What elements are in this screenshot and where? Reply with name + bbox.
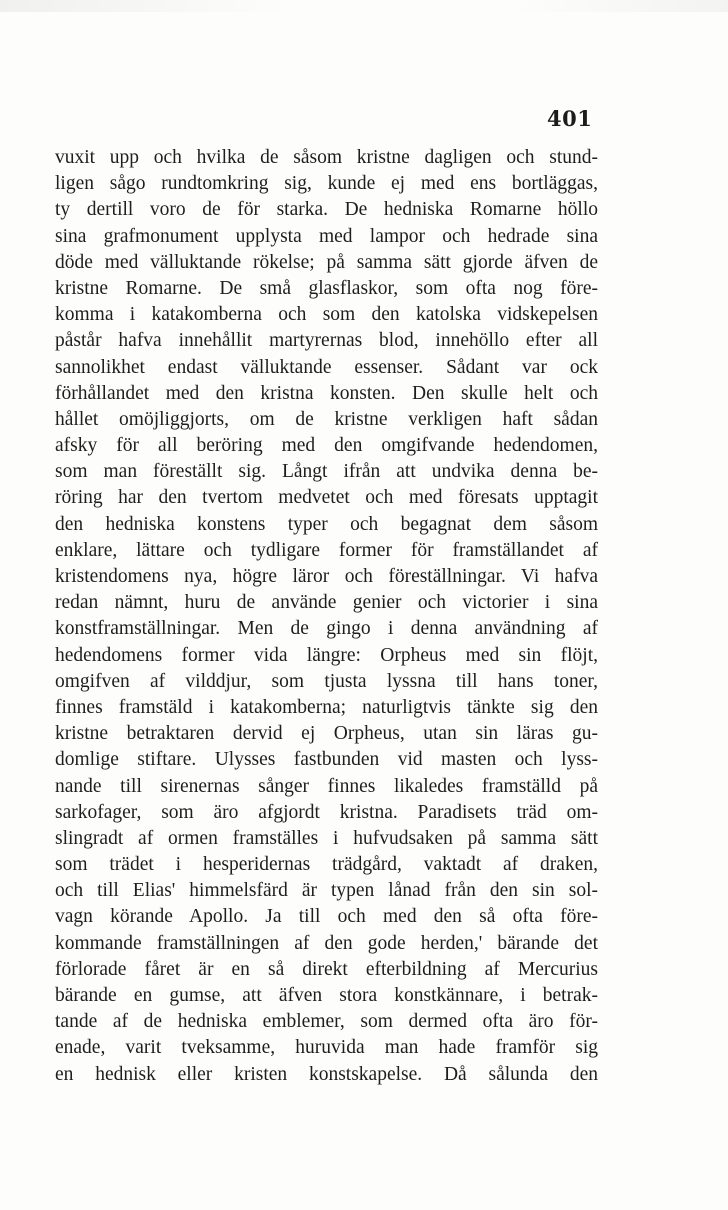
body-text: [55, 145, 598, 1088]
text-line: hållet omöjliggjorts, om de kristne verkligen haft sådan: [55, 408, 598, 430]
text-line: nande till sirenernas sånger finnes likaledes framställd på: [55, 775, 598, 797]
page-number: 401: [547, 106, 593, 131]
text-line: bärande en gumse, att äfven stora konstkännare, i betrak-: [55, 985, 598, 1006]
text-line: redan nämnt, huru de använde genier och victorier i sina: [55, 592, 598, 614]
text-line: sina grafmonument upplysta med lampor och hedrade sina: [55, 225, 598, 247]
text-line: finnes framstäld i katakomberna; naturligtvis tänkte sig den: [55, 696, 598, 718]
text-line: vagn körande Apollo. Ja till och med den så ofta före-: [55, 906, 598, 928]
text-line: ligen sågo rundtomkring sig, kunde ej med ens bortläggas,: [55, 173, 598, 195]
text-line: enade, varit tveksamme, huruvida man hade framför sig: [55, 1037, 598, 1059]
text-line: konstframställningar. Men de gingo i denna användning af: [55, 618, 598, 640]
text-line: en hednisk eller kristen konstskapelse. Då sålunda den: [55, 1063, 598, 1085]
text-line: afsky för all beröring med den omgifvande hedendomen,: [55, 435, 598, 457]
text-line: hedendomens former vida längre: Orpheus med sin flöjt,: [55, 644, 598, 666]
text-line: komma i katakomberna och som den katolska vidskepelsen: [55, 304, 598, 326]
text-line: kommande framställningen af den gode herden,' bärande det: [55, 932, 598, 954]
text-line: förhållandet med den kristna konsten. Den skulle helt och: [55, 382, 598, 404]
text-line: och till Elias' himmelsfärd är typen lånad från den sin sol-: [55, 880, 598, 902]
text-line: döde med välluktande rökelse; på samma sätt gjorde äfven de: [55, 251, 598, 273]
text-line: tande af de hedniska emblemer, som dermed ofta äro för-: [55, 1011, 598, 1033]
text-line: kristne Romarne. De små glasflaskor, som ofta nog före-: [55, 277, 598, 299]
text-line: omgifven af vilddjur, som tjusta lyssna till hans toner,: [55, 670, 598, 692]
text-line: enklare, lättare och tydligare former för framställandet af: [55, 539, 598, 561]
text-line: röring har den tvertom medvetet och med föresats upptagit: [55, 487, 598, 509]
text-line: vuxit upp och hvilka de såsom kristne dagligen och stund-: [55, 147, 598, 168]
text-line: domlige stiftare. Ulysses fastbunden vid masten och lyss-: [55, 749, 598, 771]
text-line: som man föreställt sig. Långt ifrån att undvika denna be-: [55, 461, 598, 483]
scan-edge-shadow: [0, 0, 728, 12]
text-line: förlorade fåret är en så direkt efterbildning af Mercurius: [55, 958, 598, 980]
text-line: sarkofager, som äro afgjordt kristna. Paradisets träd om-: [55, 801, 598, 823]
text-line: sannolikhet endast välluktande essenser. Sådant var ock: [55, 356, 598, 378]
text-line: kristne betraktaren dervid ej Orpheus, utan sin läras gu-: [55, 723, 598, 745]
text-line: påstår hafva innehållit martyrernas blod, innehöllo efter all: [55, 330, 598, 352]
text-line: den hedniska konstens typer och begagnat dem såsom: [55, 513, 598, 535]
text-line: kristendomens nya, högre läror och föreställningar. Vi hafva: [55, 566, 598, 587]
text-line: som trädet i hesperidernas trädgård, vaktadt af draken,: [55, 854, 598, 876]
text-line: slingradt af ormen framställes i hufvudsaken på samma sätt: [55, 827, 598, 849]
text-line: ty dertill voro de för starka. De hedniska Romarne höllo: [55, 199, 598, 221]
